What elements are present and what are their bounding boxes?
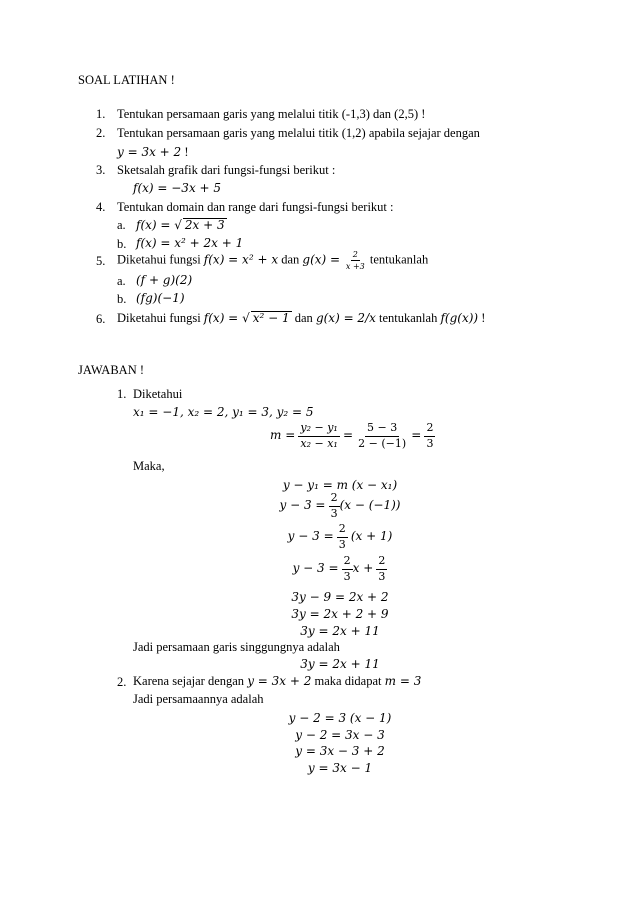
q5b-label: b. xyxy=(117,292,127,306)
q1-number: 1. xyxy=(96,107,106,121)
q2-number: 2. xyxy=(96,126,106,140)
a2-line: Karena sejajar dengan y = 3x + 2 maka didapat m = 3 xyxy=(133,674,422,688)
a2-step2: y − 2 = 3x − 3 xyxy=(295,728,385,742)
a1-slope: m = $\frac{\text{y₂ − y₁}}{\text{x₂ − x₁}}$ = $\frac{5 - 3}{2 - (-1)}$ = $\frac{2}{3}$ xyxy=(270,421,434,450)
q3-number: 3. xyxy=(96,163,106,177)
q2-equation: y = 3x + 2 xyxy=(117,145,182,159)
q6-end: ! xyxy=(481,311,486,325)
a2-equation: y = 3x + 2 xyxy=(247,674,312,688)
a1-slope-frac3: $\frac{2}{3}$ xyxy=(426,421,434,450)
q4b-equation: f(x) = x² + 2x + 1 xyxy=(136,236,244,250)
q2-end: ! xyxy=(184,145,189,159)
q2-text: Tentukan persamaan garis yang melalui titik (1,2) apabila sejajar dengan xyxy=(117,126,480,140)
q6-text2: tentukanlah xyxy=(379,311,438,325)
q5-text2: tentukanlah xyxy=(369,252,429,267)
q5a-equation: (f + g)(2) xyxy=(136,273,193,287)
q4a-radicand: 2x + 3 xyxy=(184,218,225,232)
q6-dan: dan xyxy=(294,311,313,325)
q6-g: g(x) = 2/x xyxy=(315,311,376,325)
q2-equation-line xyxy=(117,146,188,159)
q5-f: f(x) = x² + x xyxy=(203,252,279,267)
q4-number: 4. xyxy=(96,200,106,214)
a2-step1: y − 2 = 3 (x − 1) xyxy=(288,711,392,725)
a1-jadi: Jadi persamaan garis singgungnya adalah xyxy=(133,640,340,654)
q5-dan: dan xyxy=(281,252,300,267)
a1-step7: 3y = 2x + 11 xyxy=(300,624,380,638)
a1-diketahui: Diketahui xyxy=(133,387,183,401)
q4a-lhs: f(x) = xyxy=(136,218,175,232)
jawaban-heading: JAWABAN ! xyxy=(78,363,145,377)
q1-text: Tentukan persamaan garis yang melalui titik (-1,3) dan (2,5) ! xyxy=(117,107,426,121)
q4b-label: b. xyxy=(117,237,127,251)
a2-jadi: Jadi persamaannya adalah xyxy=(133,692,264,706)
q6-f-radicand: x² − 1 xyxy=(252,311,290,325)
q5a-label: a. xyxy=(117,274,126,288)
q6-f-lhs: f(x) = xyxy=(203,311,243,325)
a1-result: 3y = 2x + 11 xyxy=(300,657,380,671)
a1-step3: y − 3 = $\frac{2}{3}$ (x + 1) xyxy=(287,522,393,551)
q6-text1: Diketahui fungsi xyxy=(117,311,201,325)
q4a-equation: f(x) = √ 2x + 3 xyxy=(136,218,225,232)
a2-slope: m = 3 xyxy=(384,674,422,688)
a1-step1: y − y₁ = m (x − x₁) xyxy=(282,478,398,492)
a2-step3: y = 3x − 3 + 2 xyxy=(295,744,385,758)
q5b-equation: (fg)(−1) xyxy=(136,291,185,305)
a1-maka: Maka, xyxy=(133,459,165,473)
q6-number: 6. xyxy=(96,312,106,326)
a1-step2: y − 3 = $\frac{2}{3}$ (x − (−1)) xyxy=(279,491,401,520)
q5-line xyxy=(117,250,428,271)
a2-number: 2. xyxy=(117,675,127,689)
a1-slope-frac2: $\frac{5 - 3}{2 - (-1)}$ xyxy=(358,421,407,450)
q6-line: Diketahui fungsi f(x) = √ x² − 1 dan g(x) = 2/x tentukanlah f(g(x)) ! xyxy=(117,311,486,325)
q3-text: Sketsalah grafik dari fungsi-fungsi berikut : xyxy=(117,163,336,177)
a1-step5: 3y − 9 = 2x + 2 xyxy=(291,590,389,604)
soal-heading: SOAL LATIHAN ! xyxy=(78,73,175,87)
q5-g: g(x) = xyxy=(302,252,344,267)
q4a-label: a. xyxy=(117,218,126,232)
q3-equation: f(x) = −3x + 5 xyxy=(133,181,222,195)
q6-fg: f(g(x)) xyxy=(440,311,479,325)
a1-number: 1. xyxy=(117,387,127,401)
a2-step4: y = 3x − 1 xyxy=(307,761,373,775)
a1-slope-frac1: $\frac{\text{y₂ − y₁}}{\text{x₂ − x₁}}$ xyxy=(300,421,338,450)
q4-text: Tentukan domain dan range dari fungsi-fungsi berikut : xyxy=(117,200,394,214)
q5-text1: Diketahui fungsi xyxy=(117,252,201,267)
q5-g-fraction: $\frac{2}{x +3}$ xyxy=(345,250,365,272)
a1-step6: 3y = 2x + 2 + 9 xyxy=(291,607,389,621)
a1-step4: y − 3 = $\frac{2}{3}$ x + $\frac{2}{3}$ xyxy=(292,554,386,583)
q5-number: 5. xyxy=(96,254,106,268)
a1-given: x₁ = −1, x₂ = 2, y₁ = 3, y₂ = 5 xyxy=(133,405,314,419)
